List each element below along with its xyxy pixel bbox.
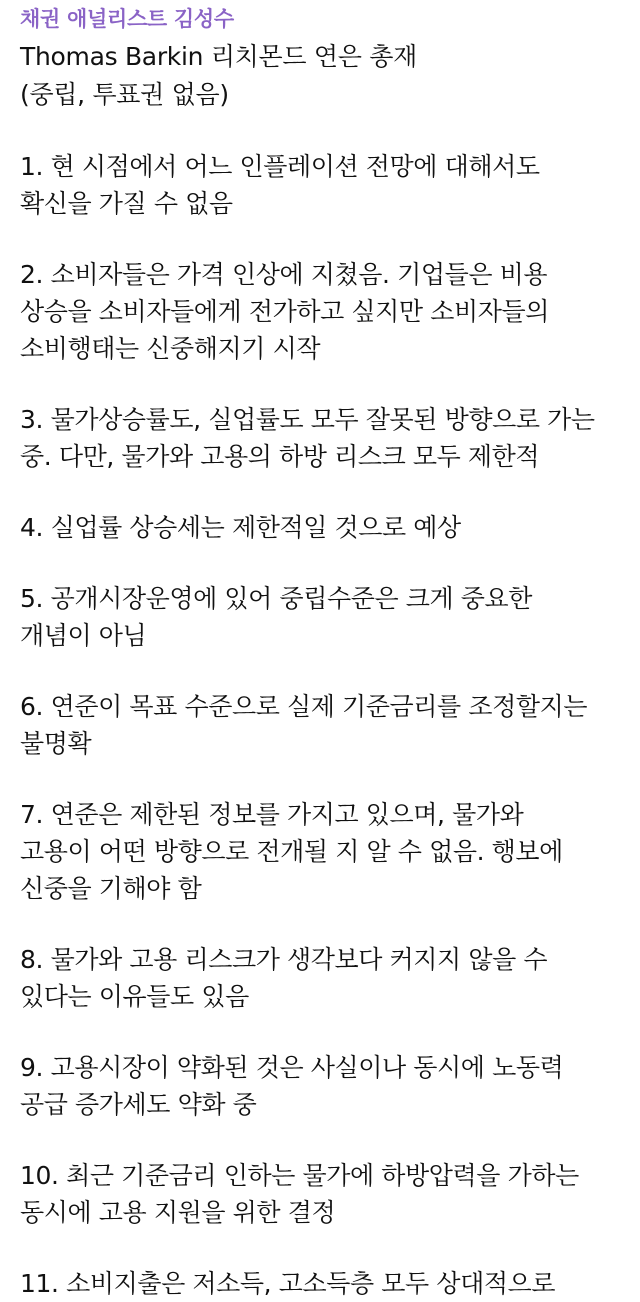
list-item-line: 소비행태는 신중해지기 시작: [20, 334, 321, 363]
sender-name[interactable]: 채권 애널리스트 김성수: [20, 7, 234, 31]
list-item-9: [20, 1049, 622, 1123]
list-item-line: 11. 소비지출은 저소득, 고소득층 모두 상대적으로: [20, 1269, 556, 1298]
list-item-10: [20, 1157, 622, 1231]
list-item-5: [20, 580, 622, 654]
list-item-line: 9. 고용시장이 약화된 것은 사실이나 동시에 노동력: [20, 1053, 564, 1082]
list-item-line: 7. 연준은 제한된 정보를 가지고 있으며, 물가와: [20, 800, 524, 829]
list-item-4: [20, 509, 622, 546]
list-item-3: [20, 401, 622, 475]
list-item-line: 있다는 이유들도 있음: [20, 982, 249, 1011]
list-item-line: 1. 현 시점에서 어느 인플레이션 전망에 대해서도: [20, 152, 540, 181]
list-item-line: 5. 공개시장운영에 있어 중립수준은 크게 중요한: [20, 584, 533, 613]
list-item-line: 고용이 어떤 방향으로 전개될 지 알 수 없음. 행보에: [20, 837, 563, 866]
message-header: [20, 38, 622, 114]
list-item-line: 중. 다만, 물가와 고용의 하방 리스크 모두 제한적: [20, 442, 540, 471]
list-item-line: 확신을 가질 수 없음: [20, 189, 233, 218]
list-item-8: [20, 941, 622, 1015]
list-item-line: 8. 물가와 고용 리스크가 생각보다 커지지 않을 수: [20, 945, 548, 974]
list-item-7: [20, 796, 622, 907]
list-item-11: [20, 1265, 622, 1302]
list-item-line: 상승을 소비자들에게 전가하고 싶지만 소비자들의: [20, 297, 549, 326]
header-line: (중립, 투표권 없음): [20, 80, 229, 109]
list-item-line: 6. 연준이 목표 수준으로 실제 기준금리를 조정할지는: [20, 692, 588, 721]
list-item-line: 불명확: [20, 729, 92, 758]
list-item-6: [20, 688, 622, 762]
list-item-line: 2. 소비자들은 가격 인상에 지쳤음. 기업들은 비용: [20, 260, 548, 289]
list-item-1: [20, 148, 622, 222]
list-item-line: 공급 증가세도 약화 중: [20, 1090, 257, 1119]
list-item-2: [20, 256, 622, 367]
header-line: Thomas Barkin 리치몬드 연은 총재: [20, 42, 417, 71]
list-item-line: 신중을 기해야 함: [20, 874, 202, 903]
list-item-line: 10. 최근 기준금리 인하는 물가에 하방압력을 가하는: [20, 1161, 579, 1190]
list-item-line: 4. 실업률 상승세는 제한적일 것으로 예상: [20, 513, 461, 542]
list-item-line: 동시에 고용 지원을 위한 결정: [20, 1198, 336, 1227]
list-item-line: 3. 물가상승률도, 실업률도 모두 잘못된 방향으로 가는: [20, 405, 595, 434]
list-item-line: 개념이 아님: [20, 621, 147, 650]
